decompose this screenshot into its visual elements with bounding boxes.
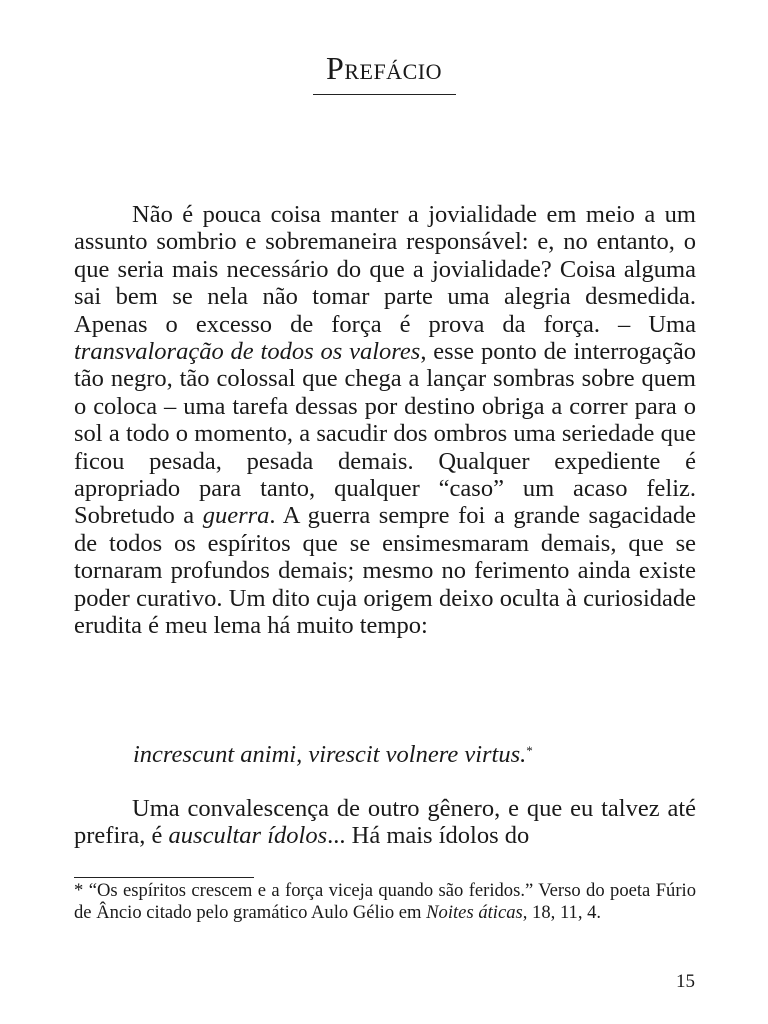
chapter-title: Prefácio	[326, 50, 442, 86]
title-underline	[313, 94, 456, 95]
footnote-text-b: , 18, 11, 4.	[522, 902, 602, 924]
latin-quote	[133, 741, 533, 769]
paragraph-1-italic-b: guerra	[202, 502, 270, 530]
latin-quote-text: increscunt animi, virescit volnere virtus.	[133, 741, 527, 768]
paragraph-2-italic-a: auscultar ídolos	[168, 822, 328, 850]
paragraph-1	[74, 201, 696, 640]
paragraph-2	[74, 795, 696, 850]
footnote-marker: *	[526, 743, 533, 758]
page-number: 15	[676, 971, 695, 992]
footnote-separator	[74, 877, 254, 878]
paragraph-1-text-c: . A guerra sempre foi a grande sagacidade de todos os espíritos que se ensimesmaram demais, que se tornaram profundos demais; mesmo no ferimento ainda existe poder curativo. Um dito cuja origem deixo oculta à curiosidade erudita é meu lema há muito tempo:	[74, 502, 696, 640]
footnote-italic: Noites áticas	[426, 902, 523, 924]
main-text-block	[74, 201, 696, 640]
paragraph-1-text-b: , esse ponto de interrogação tão negro, tão colossal que chega a lançar sombras sobre quem o coloca – uma tarefa dessas por destino obriga a correr para o sol a todo o momento, a sacudir dos ombros uma seriedade que ficou pesada, pesada demais. Qualquer expediente é apropriado para tanto, qualquer “caso” um acaso feliz. Sobretudo a	[74, 338, 696, 530]
paragraph-2-text-a: Uma convalescença de outro gênero, e que eu talvez até prefira, é	[74, 795, 696, 850]
footnote	[74, 880, 696, 925]
paragraph-2-text-b: ... Há mais ídolos do	[327, 822, 530, 850]
footnote-text-a: * “Os espíritos crescem e a força viceja quando são feridos.” Verso do poeta Fúrio de Âncio citado pelo gramático Aulo Gélio em	[74, 880, 696, 924]
second-text-block	[74, 795, 696, 850]
paragraph-1-text-a: Não é pouca coisa manter a jovialidade em meio a um assunto sombrio e sobremaneira responsável: e, no entanto, o que seria mais necessário do que a jovialidade? Coisa alguma sai bem se nela não tomar parte uma alegria desmedida. Apenas o excesso de força é prova da força. – Uma	[74, 201, 696, 338]
paragraph-1-italic-a: transvaloração de todos os valores	[74, 338, 421, 366]
